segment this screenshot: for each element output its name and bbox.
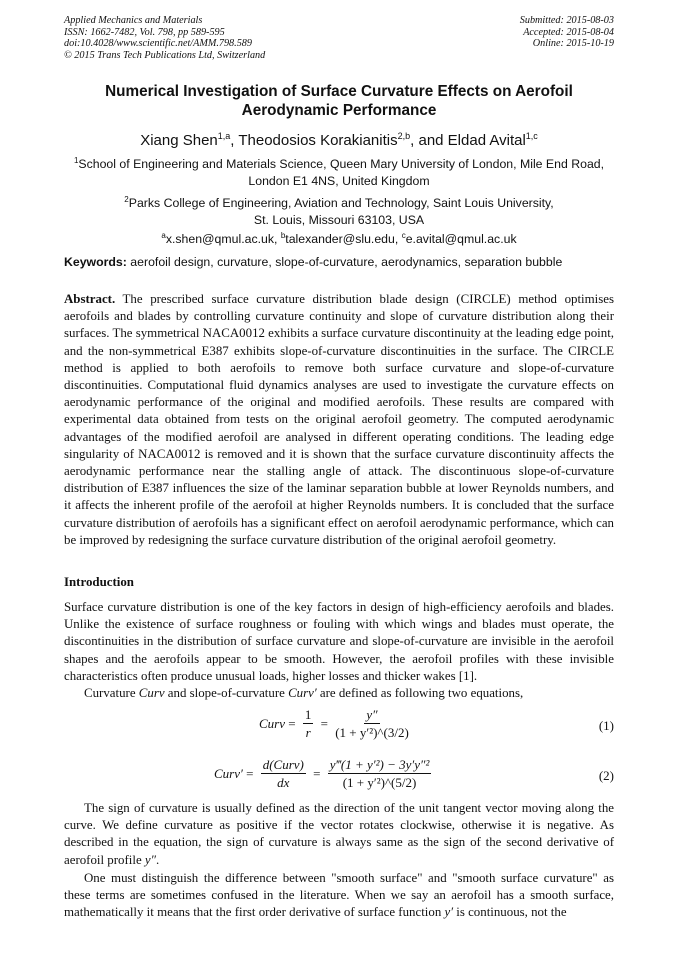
eq1-f1-denominator: r [305,725,311,740]
author-2: Theodosios Korakianitis [238,132,398,149]
y-prime-symbol: y′ [444,905,454,920]
equation-2-body [214,757,435,790]
dates-info [520,15,614,50]
eq1-f2-numerator: y″ [366,707,378,722]
accepted-date: Accepted: 2015-08-04 [523,26,614,38]
intro-p3-text-b: . [155,852,160,867]
curv-prime-symbol: Curv′ [288,686,317,701]
abstract-text: The prescribed surface curvature distribution blade design (CIRCLE) method optimises aerofoils and blades by controlling curvature continuity and slope of curvature distribution along their surfaces. The symmetrical NACA0012 exhibits a surface curvature discontinuity at the leading edge point, and the non-symmetrical E387 exhibits slope-of-curvature discontinuities in the surface. The CIRCLE method is applied to both aerofoils to remove both surface curvature and slope-of-curvature discontinuities. Computational fluid dynamics analyses are used to investigate the curvature effects on aerodynamic performance of the original and modified aerofoils. These results are compared with experimental data obtained from tests on the original aerofoil geometry. The computed aerodynamic advantages of the modified aerofoil are analysed in different operating conditions. The leading edge singularity of NACA0012 is removed and it is shown that the surface curvature discontinuity affects the aerodynamic performance near the stalling angle of attack. The discontinuous slope-of-curvature distribution of E387 influences the size of the laminar separation bubble at lower Reynolds numbers, and it affects the inherent profile of the aerofoil at higher Reynolds numbers. It is concluded that the surface curvature distribution of aerofoils has a significant effect on aerofoil aerodynamic performance, which can be improved by redesigning the surface curvature distribution of the original aerofoil geometry. [64,292,614,547]
author-3-affil: 1,c [525,131,538,141]
affiliation-2 [64,191,614,229]
equation-1-body [259,707,413,740]
affiliation-1-marker: 1 [73,156,79,165]
eq1-f1-numerator: 1 [304,707,312,722]
intro-paragraph-2 [64,685,614,702]
email-b[interactable]: talexander@slu.edu, [285,232,402,247]
equation-2 [64,757,614,797]
intro-p2-text-c: are defined as following two equations, [316,686,524,701]
author-2-affil: 2,b [397,131,411,141]
eq1-f2-denominator: (1 + y′²)^(3/2) [335,725,409,740]
eq2-f2-denominator: (1 + y′²)^(5/2) [342,775,417,790]
introduction-heading: Introduction [64,575,134,589]
title-line-1: Numerical Investigation of Surface Curvature Effects on Aerofoil [105,83,573,100]
author-separator: , [230,132,239,149]
email-a-marker: a [161,231,166,240]
affiliation-2-line-1: Parks College of Engineering, Aviation and Technology, Saint Louis University, [128,196,554,211]
curv-symbol: Curv [138,686,165,701]
equation-1 [64,707,614,747]
copyright-line: © 2015 Trans Tech Publications Ltd, Switzerland [64,49,266,61]
affiliation-1-line-1: School of Engineering and Materials Science, Queen Mary University of London, Mile End Road, [78,157,605,172]
email-c[interactable]: e.avital@qmul.ac.uk [405,232,517,247]
keywords-text: aerofoil design, curvature, slope-of-curvature, aerodynamics, separation bubble [126,255,563,269]
email-b-marker: b [280,231,286,240]
intro-p2-text-a: Curvature [84,686,139,701]
issn-line: ISSN: 1662-7482, Vol. 798, pp 589-595 [64,26,225,38]
author-1-affil: 1,a [217,131,231,141]
title-line-2: Aerodynamic Performance [241,102,437,119]
paper-title [64,82,614,120]
eq2-f2-numerator: y‴(1 + y′²) − 3y′y″² [329,757,430,772]
eq2-equals-2: = [309,765,324,781]
email-c-marker: c [401,231,406,240]
email-list [64,227,614,248]
eq2-lhs: Curv′ [214,765,243,781]
author-separator: , and [410,132,448,149]
eq2-equals: = [242,765,257,781]
online-date: Online: 2015-10-19 [532,38,614,49]
intro-p4-text-a: One must distinguish the difference between "smooth surface" and "smooth surface curvature" as these terms are sometimes confused in the literature. When we say an aerofoil has a smooth surface, mathematically it means that the first order derivative of surface function [64,871,614,920]
affiliation-1 [64,152,614,190]
eq2-fraction-1 [261,757,306,790]
email-a[interactable]: x.shen@qmul.ac.uk, [165,232,281,247]
keywords [64,254,614,271]
intro-paragraph-3 [64,800,614,869]
affiliation-2-line-2: St. Louis, Missouri 63103, USA [253,213,425,228]
eq2-f1-numerator: d(Curv) [262,757,304,772]
author-3: Eldad Avital [447,132,526,149]
eq1-lhs: Curv [259,715,285,731]
keywords-label: Keywords: [64,255,127,269]
abstract-label: Abstract. [64,292,116,306]
doi-line[interactable]: doi:10.4028/www.scientific.net/AMM.798.589 [64,38,252,49]
y-double-prime-symbol: y″ [144,852,156,867]
intro-paragraph-1 [64,599,614,702]
intro-paragraph-4 [64,870,614,922]
affiliation-1-line-2: London E1 4NS, United Kingdom [248,174,430,189]
eq1-equals: = [285,715,299,731]
equation-1-number: (1) [598,718,614,733]
equation-2-number: (2) [598,768,614,783]
affiliation-2-marker: 2 [124,195,129,204]
intro-p4-text-b: is continuous, not the [453,905,567,920]
journal-info [64,15,265,61]
author-list [64,126,614,151]
intro-p3-text-a: The sign of curvature is usually defined as the direction of the unit tangent vector moving along the curve. We define curvature as positive if the vector rotates clockwise, otherwise it is negative. As described in the equation, the sign of curvature is always same as the sign of the second derivative of aerofoil profile [64,801,614,867]
eq1-fraction-2 [335,707,409,740]
eq1-fraction-1 [303,707,314,740]
author-1: Xiang Shen [140,132,218,149]
intro-p1-text: Surface curvature distribution is one of the key factors in design of high-efficiency aerofoils and blades. Unlike the existence of surface roughness or fouling with which wings and blades must operate, the discontinuities in the distribution of surface curvature and slope-of-curvature are invisible in the aerofoil shapes and the aerofoils appear to be smooth. However, the aerofoil profiles with these invisible characteristics often produce unusual loads, higher losses and thicker wakes [1]. [64,600,614,683]
submitted-date: Submitted: 2015-08-03 [519,15,614,26]
eq2-f1-denominator: dx [277,775,290,790]
eq2-fraction-2 [328,757,432,790]
abstract [64,291,614,549]
intro-p2-text-b: and slope-of-curvature [164,686,289,701]
eq1-equals-2: = [317,715,332,731]
journal-name: Applied Mechanics and Materials [64,15,203,26]
